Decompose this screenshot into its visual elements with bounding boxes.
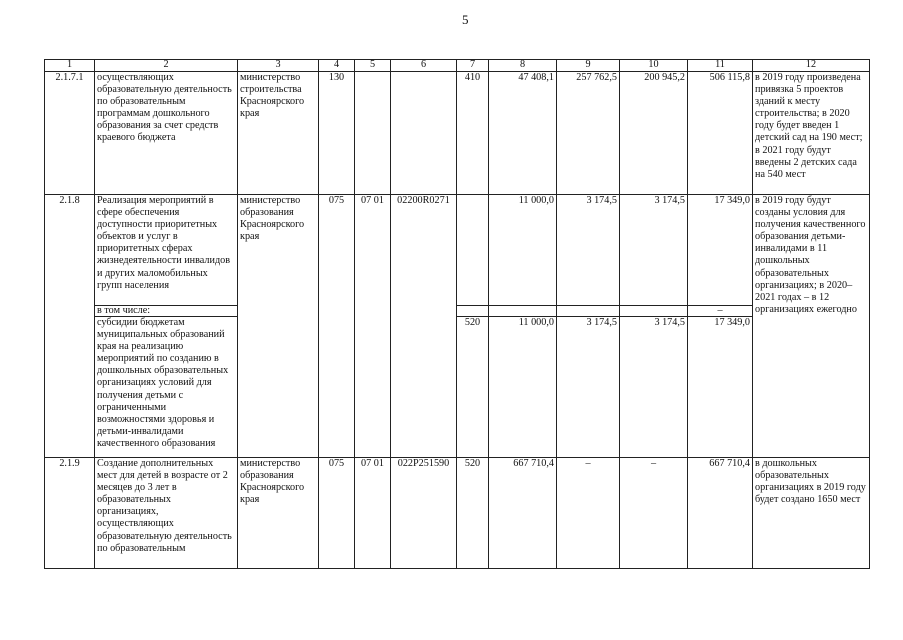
sub-c9: 3 174,5 [557, 317, 620, 458]
including-c8 [489, 306, 557, 317]
row-c6 [391, 72, 457, 195]
row-c10: – [620, 458, 688, 569]
sub-c11: 17 349,0 [688, 317, 753, 458]
sub-c8: 11 000,0 [489, 317, 557, 458]
header-cell: 4 [319, 60, 355, 72]
sub-c10: 3 174,5 [620, 317, 688, 458]
row-c11: 506 115,8 [688, 72, 753, 195]
including-c7 [457, 306, 489, 317]
row-c7: 410 [457, 72, 489, 195]
table-row [45, 458, 870, 569]
table-row-including [45, 306, 870, 317]
row-number: 2.1.7.1 [45, 72, 95, 195]
row-c11: 17 349,0 [688, 195, 753, 306]
including-c10 [620, 306, 688, 317]
sub-description: субсидии бюджетам муниципальных образований края на реализацию мероприятий по созданию в дошкольных образовательных организациях условий для получения детьми с ограниченными возможностями здоровья и детьми-инвалидами качественного образования [95, 317, 238, 458]
header-cell: 8 [489, 60, 557, 72]
budget-table [44, 59, 870, 569]
header-cell: 3 [238, 60, 319, 72]
row-description: Создание дополнительных мест для детей в возрасте от 2 месяцев до 3 лет в образовательных организациях, осуществляющих образовательную деятельность по образовательным [95, 458, 238, 569]
row-c4: 075 [319, 195, 355, 458]
row-ministry: министерство строительства Красноярского края [238, 72, 319, 195]
row-c9: – [557, 458, 620, 569]
row-c9: 3 174,5 [557, 195, 620, 306]
header-cell: 11 [688, 60, 753, 72]
row-ministry: министерство образования Красноярского края [238, 195, 319, 458]
header-cell: 7 [457, 60, 489, 72]
header-row [45, 60, 870, 72]
row-number: 2.1.8 [45, 195, 95, 458]
header-cell: 5 [355, 60, 391, 72]
header-cell: 1 [45, 60, 95, 72]
header-cell: 2 [95, 60, 238, 72]
row-c4: 075 [319, 458, 355, 569]
row-c8: 11 000,0 [489, 195, 557, 306]
row-c7 [457, 195, 489, 306]
table-row [45, 72, 870, 195]
row-c8: 47 408,1 [489, 72, 557, 195]
row-c7: 520 [457, 458, 489, 569]
row-ministry: министерство образования Красноярского края [238, 458, 319, 569]
row-result: в дошкольных образовательных организациях в 2019 году будет создано 1650 мест [753, 458, 870, 569]
table-row-sub [45, 317, 870, 458]
including-c9 [557, 306, 620, 317]
row-c5: 07 01 [355, 195, 391, 458]
row-c11: 667 710,4 [688, 458, 753, 569]
row-number: 2.1.9 [45, 458, 95, 569]
row-description: осуществляющих образовательную деятельность по образовательным программам дошкольного образования за счет средств краевого бюджета [95, 72, 238, 195]
row-c9: 257 762,5 [557, 72, 620, 195]
page-number: 5 [462, 12, 469, 27]
including-c11: – [688, 306, 753, 317]
row-c6: 02200R0271 [391, 195, 457, 458]
header-cell: 12 [753, 60, 870, 72]
header-cell: 10 [620, 60, 688, 72]
row-c5 [355, 72, 391, 195]
row-c10: 3 174,5 [620, 195, 688, 306]
including-label: в том числе: [95, 306, 238, 317]
table-row [45, 195, 870, 306]
row-c8: 667 710,4 [489, 458, 557, 569]
row-c4: 130 [319, 72, 355, 195]
row-c10: 200 945,2 [620, 72, 688, 195]
sub-c7: 520 [457, 317, 489, 458]
row-c6: 022P251590 [391, 458, 457, 569]
row-result: в 2019 году произведена привязка 5 проектов зданий к месту строительства; в 2020 году будет введен 1 детский сад на 190 мест; в 2021 году будут введены 2 детских сада на 540 мест [753, 72, 870, 195]
header-cell: 9 [557, 60, 620, 72]
header-cell: 6 [391, 60, 457, 72]
row-description: Реализация мероприятий в сфере обеспечения доступности приоритетных объектов и услуг в приоритетных сферах жизнедеятельности инвалидов и других маломобильных групп населения [95, 195, 238, 306]
row-c5: 07 01 [355, 458, 391, 569]
row-result: в 2019 году будут созданы условия для получения качественного образования детьми-инвалидами в 11 дошкольных образовательных организациях; в 2020–2021 годах – в 12 организациях ежегодно [753, 195, 870, 458]
